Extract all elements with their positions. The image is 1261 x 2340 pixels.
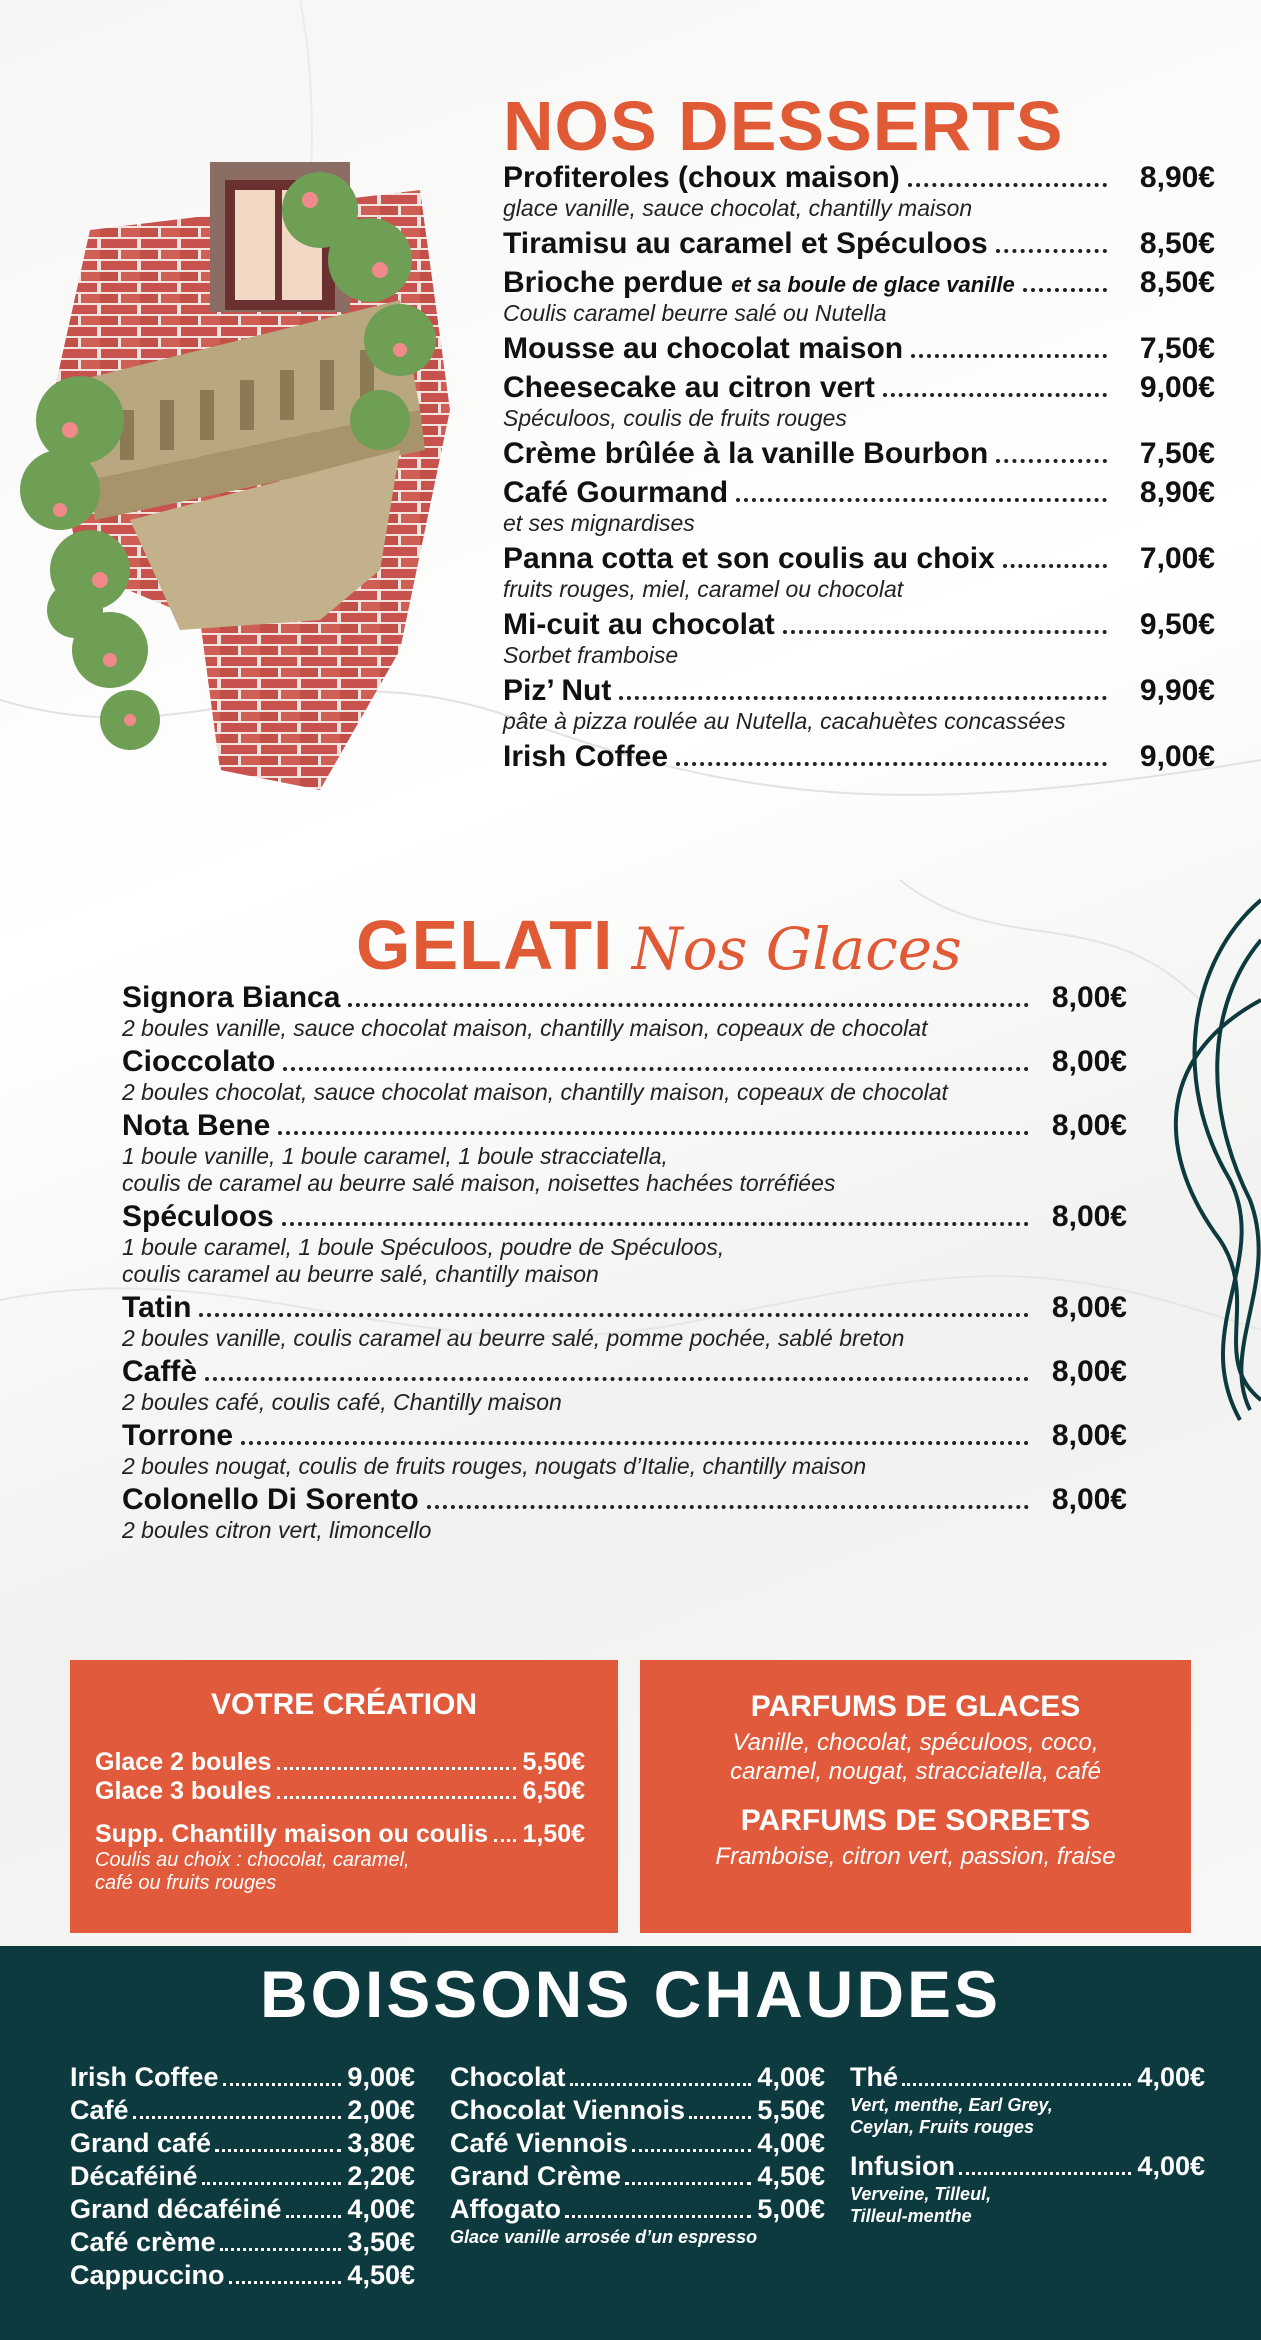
item-description: 1 boule caramel, 1 boule Spéculoos, poudre de Spéculoos,	[122, 1234, 725, 1260]
infusion-note: Verveine, Tilleul,	[850, 2184, 992, 2204]
item-name: Irish Coffee	[503, 740, 669, 773]
drink-name: Cappuccino	[70, 2260, 225, 2290]
item-description: 2 boules nougat, coulis de fruits rouges, nougats d’Italie, chantilly maison	[122, 1453, 867, 1479]
drink-name: Affogato	[450, 2194, 561, 2224]
drink-name: Décaféiné	[70, 2161, 198, 2191]
affogato-note: Glace vanille arrosée d’un espresso	[450, 2227, 758, 2247]
drink-price: 5,00€	[757, 2194, 825, 2224]
flavours-box	[640, 1660, 1191, 1933]
menu-item-row	[503, 160, 1215, 195]
drink-name: Café crème	[70, 2227, 216, 2257]
item-name: Crème brûlée à la vanille Bourbon	[503, 437, 989, 470]
item-price: 8,00€	[1051, 981, 1127, 1014]
menu-item	[122, 1290, 1127, 1352]
drink-row	[70, 2160, 415, 2193]
item-description: 2 boules vanille, coulis caramel au beurre salé, pomme pochée, sablé breton	[122, 1325, 905, 1351]
swirl-decoration	[1130, 880, 1261, 1440]
creation-title: VOTRE CRÉATION	[210, 1688, 478, 1721]
item-name: Spéculoos	[122, 1200, 274, 1233]
item-description: 1 boule vanille, 1 boule caramel, 1 boule stracciatella,	[122, 1143, 668, 1169]
menu-item-row	[503, 436, 1215, 471]
gelati-list	[122, 980, 1127, 1546]
drink-name: Café Viennois	[450, 2128, 629, 2158]
drink-row	[70, 2094, 415, 2127]
dot-leader	[565, 2215, 751, 2218]
item-name: Colonello Di Sorento	[122, 1483, 419, 1516]
dot-leader	[1003, 564, 1107, 568]
drink-price: 2,00€	[347, 2095, 415, 2125]
dot-leader	[1023, 288, 1107, 292]
menu-item	[503, 739, 1215, 774]
drink-name: Grand Crème	[450, 2161, 622, 2191]
drink-price: 4,50€	[757, 2161, 825, 2191]
menu-item	[503, 331, 1215, 366]
menu-item-row	[503, 739, 1215, 774]
dot-leader	[783, 630, 1107, 634]
item-price: 8,00€	[1051, 1291, 1127, 1324]
drink-row-the: Thé 4,00€	[850, 2062, 1205, 2092]
dot-leader	[220, 2248, 342, 2251]
item-price: 8,00€	[1051, 1200, 1127, 1233]
drink-price: 4,50€	[347, 2260, 415, 2290]
drink-row	[450, 2193, 825, 2226]
drink-name: Chocolat Viennois	[450, 2095, 686, 2125]
menu-item	[503, 265, 1215, 327]
hot-drinks-title: BOISSONS CHAUDES	[259, 1957, 1002, 2031]
item-price: 8,90€	[1139, 161, 1215, 194]
menu-item-row	[503, 226, 1215, 261]
menu-item	[503, 436, 1215, 471]
drink-row	[70, 2259, 415, 2292]
menu-item	[503, 673, 1215, 735]
drink-price: 5,50€	[757, 2095, 825, 2125]
item-name: Piz’ Nut	[503, 674, 612, 707]
item-suffix: et sa boule de glace vanille	[731, 272, 1015, 297]
item-description: Sorbet framboise	[503, 642, 679, 668]
item-price: 8,00€	[1051, 1419, 1127, 1452]
item-name: Nota Bene	[122, 1109, 271, 1142]
ice-flavours-text: Vanille, chocolat, spéculoos, coco,	[732, 1729, 1099, 1756]
hot-drinks-col-2	[450, 2061, 825, 2248]
dot-leader	[229, 2281, 342, 2284]
drink-name: Grand décaféiné	[70, 2194, 282, 2224]
dot-leader	[278, 1131, 1029, 1135]
item-price: 9,00€	[1139, 371, 1215, 404]
menu-item-row	[122, 1108, 1127, 1143]
item-price: 8,00€	[1051, 1355, 1127, 1388]
the-note: Vert, menthe, Earl Grey,	[850, 2095, 1053, 2115]
item-name: Mousse au chocolat maison	[503, 332, 904, 365]
drink-row	[70, 2127, 415, 2160]
gelati-heading	[356, 905, 962, 985]
menu-item-row	[122, 1418, 1127, 1453]
ice-flavours-title: PARFUMS DE GLACES	[750, 1690, 1081, 1723]
drink-name: Chocolat	[450, 2062, 566, 2092]
ice-flavours-text: caramel, nougat, stracciatella, café	[730, 1758, 1101, 1785]
menu-item-row	[503, 331, 1215, 366]
creation-box	[70, 1660, 618, 1933]
menu-item-row	[503, 370, 1215, 405]
dot-leader	[133, 2116, 342, 2119]
dot-leader	[911, 354, 1107, 358]
item-description: pâte à pizza roulée au Nutella, cacahuètes concassées	[503, 708, 1066, 734]
menu-item	[122, 1482, 1127, 1544]
dot-leader	[996, 249, 1107, 253]
item-name: Torrone	[122, 1419, 234, 1452]
item-description: 2 boules vanille, sauce chocolat maison, chantilly maison, copeaux de chocolat	[122, 1015, 928, 1041]
drink-row	[450, 2061, 825, 2094]
item-name: Brioche perdue	[503, 266, 724, 299]
drink-row-infusion: Infusion 4,00€	[850, 2151, 1205, 2181]
menu-item-row	[503, 475, 1215, 510]
dot-leader	[570, 2083, 752, 2086]
infusion-note: Tilleul-menthe	[850, 2206, 972, 2226]
menu-item-row	[503, 541, 1215, 576]
drink-price: 9,00€	[347, 2062, 415, 2092]
menu-item-row	[503, 265, 1215, 300]
hot-drinks-section	[0, 1946, 1261, 2340]
item-description: Coulis caramel beurre salé ou Nutella	[503, 300, 887, 326]
dot-leader	[282, 1222, 1029, 1226]
hot-drinks-col-1	[70, 2061, 415, 2292]
drink-name: Grand café	[70, 2128, 212, 2158]
menu-item	[503, 607, 1215, 669]
item-name: Caffè	[122, 1355, 198, 1388]
menu-item	[503, 160, 1215, 222]
dot-leader	[283, 1067, 1029, 1071]
drink-row	[70, 2193, 415, 2226]
item-description: 2 boules café, coulis café, Chantilly maison	[122, 1389, 562, 1415]
drink-price: 2,20€	[347, 2161, 415, 2191]
item-description: 2 boules chocolat, sauce chocolat maison, chantilly maison, copeaux de chocolat	[122, 1079, 948, 1105]
menu-item-row	[503, 607, 1215, 642]
item-name: Mi-cuit au chocolat	[503, 608, 775, 641]
menu-item-row	[503, 673, 1215, 708]
item-description: fruits rouges, miel, caramel ou chocolat	[503, 576, 904, 602]
dot-leader	[619, 696, 1107, 700]
gelati-subtitle: Nos Glaces	[631, 915, 962, 983]
creation-line: Supp. Chantilly maison ou coulis 1,50€	[95, 1820, 585, 1848]
menu-item	[503, 475, 1215, 537]
menu-item-row	[122, 1044, 1127, 1079]
drink-name: Café	[70, 2095, 129, 2125]
menu-item	[503, 226, 1215, 261]
item-price: 8,00€	[1051, 1045, 1127, 1078]
item-name: Panna cotta et son coulis au choix	[503, 542, 995, 575]
menu-item	[122, 1418, 1127, 1480]
menu-item-row	[122, 1290, 1127, 1325]
menu-item	[122, 1108, 1127, 1197]
drink-name: Irish Coffee	[70, 2062, 219, 2092]
balcony-illustration	[20, 150, 470, 800]
item-price: 9,00€	[1139, 740, 1215, 773]
dot-leader	[427, 1505, 1029, 1509]
menu-item-row	[122, 1482, 1127, 1517]
item-price: 9,50€	[1139, 608, 1215, 641]
menu-item-row	[122, 980, 1127, 1015]
sorbet-flavours-text: Framboise, citron vert, passion, fraise	[715, 1843, 1116, 1870]
dot-leader	[908, 183, 1107, 187]
dot-leader	[883, 393, 1107, 397]
menu-item	[503, 370, 1215, 432]
item-price: 7,50€	[1139, 332, 1215, 365]
item-description: Spéculoos, coulis de fruits rouges	[503, 405, 847, 431]
dot-leader	[215, 2149, 341, 2152]
dot-leader	[996, 459, 1107, 463]
dot-leader	[625, 2182, 751, 2185]
drink-price: 4,00€	[757, 2128, 825, 2158]
menu-item-row	[122, 1199, 1127, 1234]
desserts-title: NOS DESSERTS	[503, 87, 1064, 165]
hot-drinks-col-3	[850, 2061, 1205, 2227]
item-price: 7,00€	[1139, 542, 1215, 575]
drink-row	[70, 2061, 415, 2094]
item-description: coulis caramel au beurre salé, chantilly maison	[122, 1261, 599, 1287]
creation-line: Glace 3 boules 6,50€	[95, 1777, 585, 1805]
desserts-list	[503, 160, 1215, 778]
menu-item	[503, 541, 1215, 603]
drink-price: 4,00€	[757, 2062, 825, 2092]
menu-item	[122, 1354, 1127, 1416]
the-note: Ceylan, Fruits rouges	[850, 2117, 1035, 2137]
menu-item	[122, 1044, 1127, 1106]
item-description: 2 boules citron vert, limoncello	[122, 1517, 432, 1543]
dot-leader	[676, 762, 1107, 766]
dot-leader	[632, 2149, 751, 2152]
item-price: 9,90€	[1139, 674, 1215, 707]
dot-leader	[348, 1003, 1029, 1007]
menu-item-row	[122, 1354, 1127, 1389]
dot-leader	[241, 1441, 1029, 1445]
item-price: 8,50€	[1139, 266, 1215, 299]
dot-leader	[223, 2083, 342, 2086]
drink-row	[70, 2226, 415, 2259]
item-price: 8,00€	[1051, 1109, 1127, 1142]
menu-item	[122, 1199, 1127, 1288]
creation-line: Glace 2 boules 5,50€	[95, 1748, 585, 1776]
dot-leader	[736, 498, 1107, 502]
item-name: Café Gourmand	[503, 476, 729, 509]
item-name: Profiteroles (choux maison)	[503, 161, 900, 194]
dot-leader	[199, 1313, 1029, 1317]
drink-price: 3,80€	[347, 2128, 415, 2158]
item-name: Cioccolato	[122, 1045, 276, 1078]
item-description: et ses mignardises	[503, 510, 695, 536]
sorbet-flavours-title: PARFUMS DE SORBETS	[740, 1804, 1091, 1837]
drink-row	[450, 2094, 825, 2127]
item-name: Cheesecake au citron vert	[503, 371, 875, 404]
item-price: 8,50€	[1139, 227, 1215, 260]
drink-row	[450, 2127, 825, 2160]
drink-row	[450, 2160, 825, 2193]
gelati-title: GELATI	[356, 906, 614, 984]
dot-leader	[202, 2182, 342, 2185]
item-description: coulis de caramel au beurre salé maison, noisettes hachées torréfiées	[122, 1170, 836, 1196]
dot-leader	[205, 1377, 1029, 1381]
dot-leader	[286, 2215, 342, 2218]
item-name: Signora Bianca	[122, 981, 341, 1014]
item-price: 8,00€	[1051, 1483, 1127, 1516]
item-name: Tatin	[122, 1291, 192, 1324]
item-description: glace vanille, sauce chocolat, chantilly maison	[503, 195, 973, 221]
creation-note: Coulis au choix : chocolat, caramel,	[95, 1849, 410, 1871]
creation-note: café ou fruits rouges	[95, 1872, 277, 1894]
drink-price: 4,00€	[347, 2194, 415, 2224]
menu-item	[122, 980, 1127, 1042]
item-name: Tiramisu au caramel et Spéculoos	[503, 227, 988, 260]
item-price: 8,90€	[1139, 476, 1215, 509]
dot-leader	[689, 2116, 751, 2119]
drink-price: 3,50€	[347, 2227, 415, 2257]
item-price: 7,50€	[1139, 437, 1215, 470]
